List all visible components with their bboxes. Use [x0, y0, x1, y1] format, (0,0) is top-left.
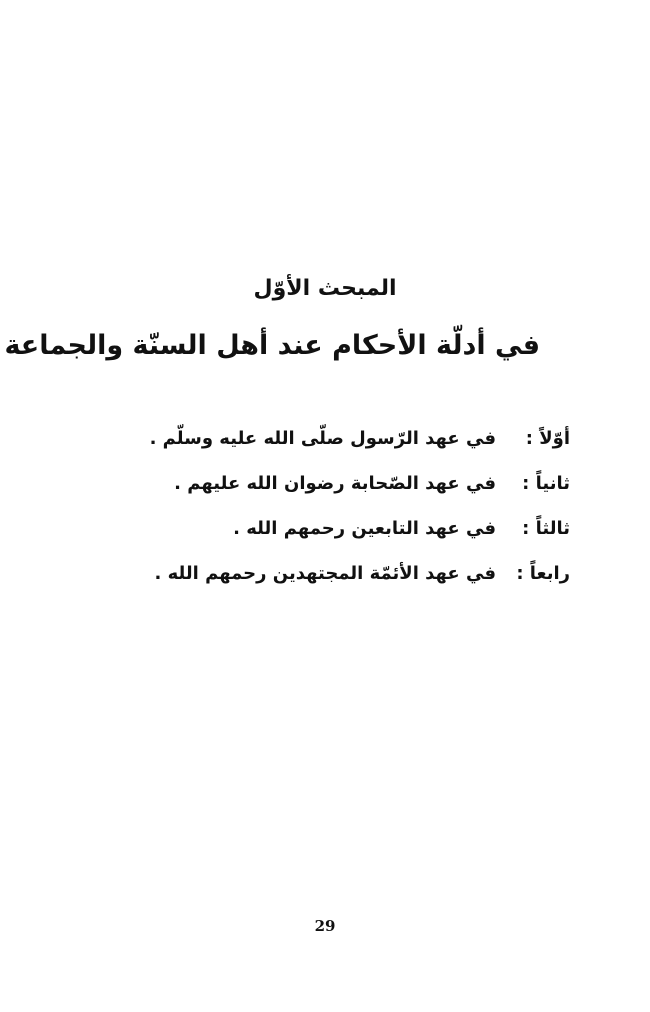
list-item [60, 422, 570, 467]
item-text: في عهد الصّحابة رضوان الله عليهم . [174, 473, 496, 494]
item-text: في عهد الأئمّة المجتهدين رحمهم الله . [154, 563, 496, 584]
list-item [60, 467, 570, 512]
contents-list [60, 422, 570, 602]
item-text: في عهد التابعين رحمهم الله . [233, 518, 496, 539]
item-ordinal-label: ثالثاً : [522, 518, 570, 539]
page-number: 29 [314, 917, 336, 935]
item-ordinal-label: ثانياً : [522, 473, 570, 494]
list-item [60, 557, 570, 602]
item-ordinal-label: أوّلاً : [525, 428, 570, 449]
main-heading: في أدلّة الأحكام عند أهل السنّة والجماعة [4, 330, 540, 361]
item-ordinal-label: رابعاً : [516, 563, 570, 584]
item-text: في عهد الرّسول صلّى الله عليه وسلّم . [149, 428, 496, 449]
section-title: المبحث الأوّل [253, 276, 397, 301]
list-item [60, 512, 570, 557]
